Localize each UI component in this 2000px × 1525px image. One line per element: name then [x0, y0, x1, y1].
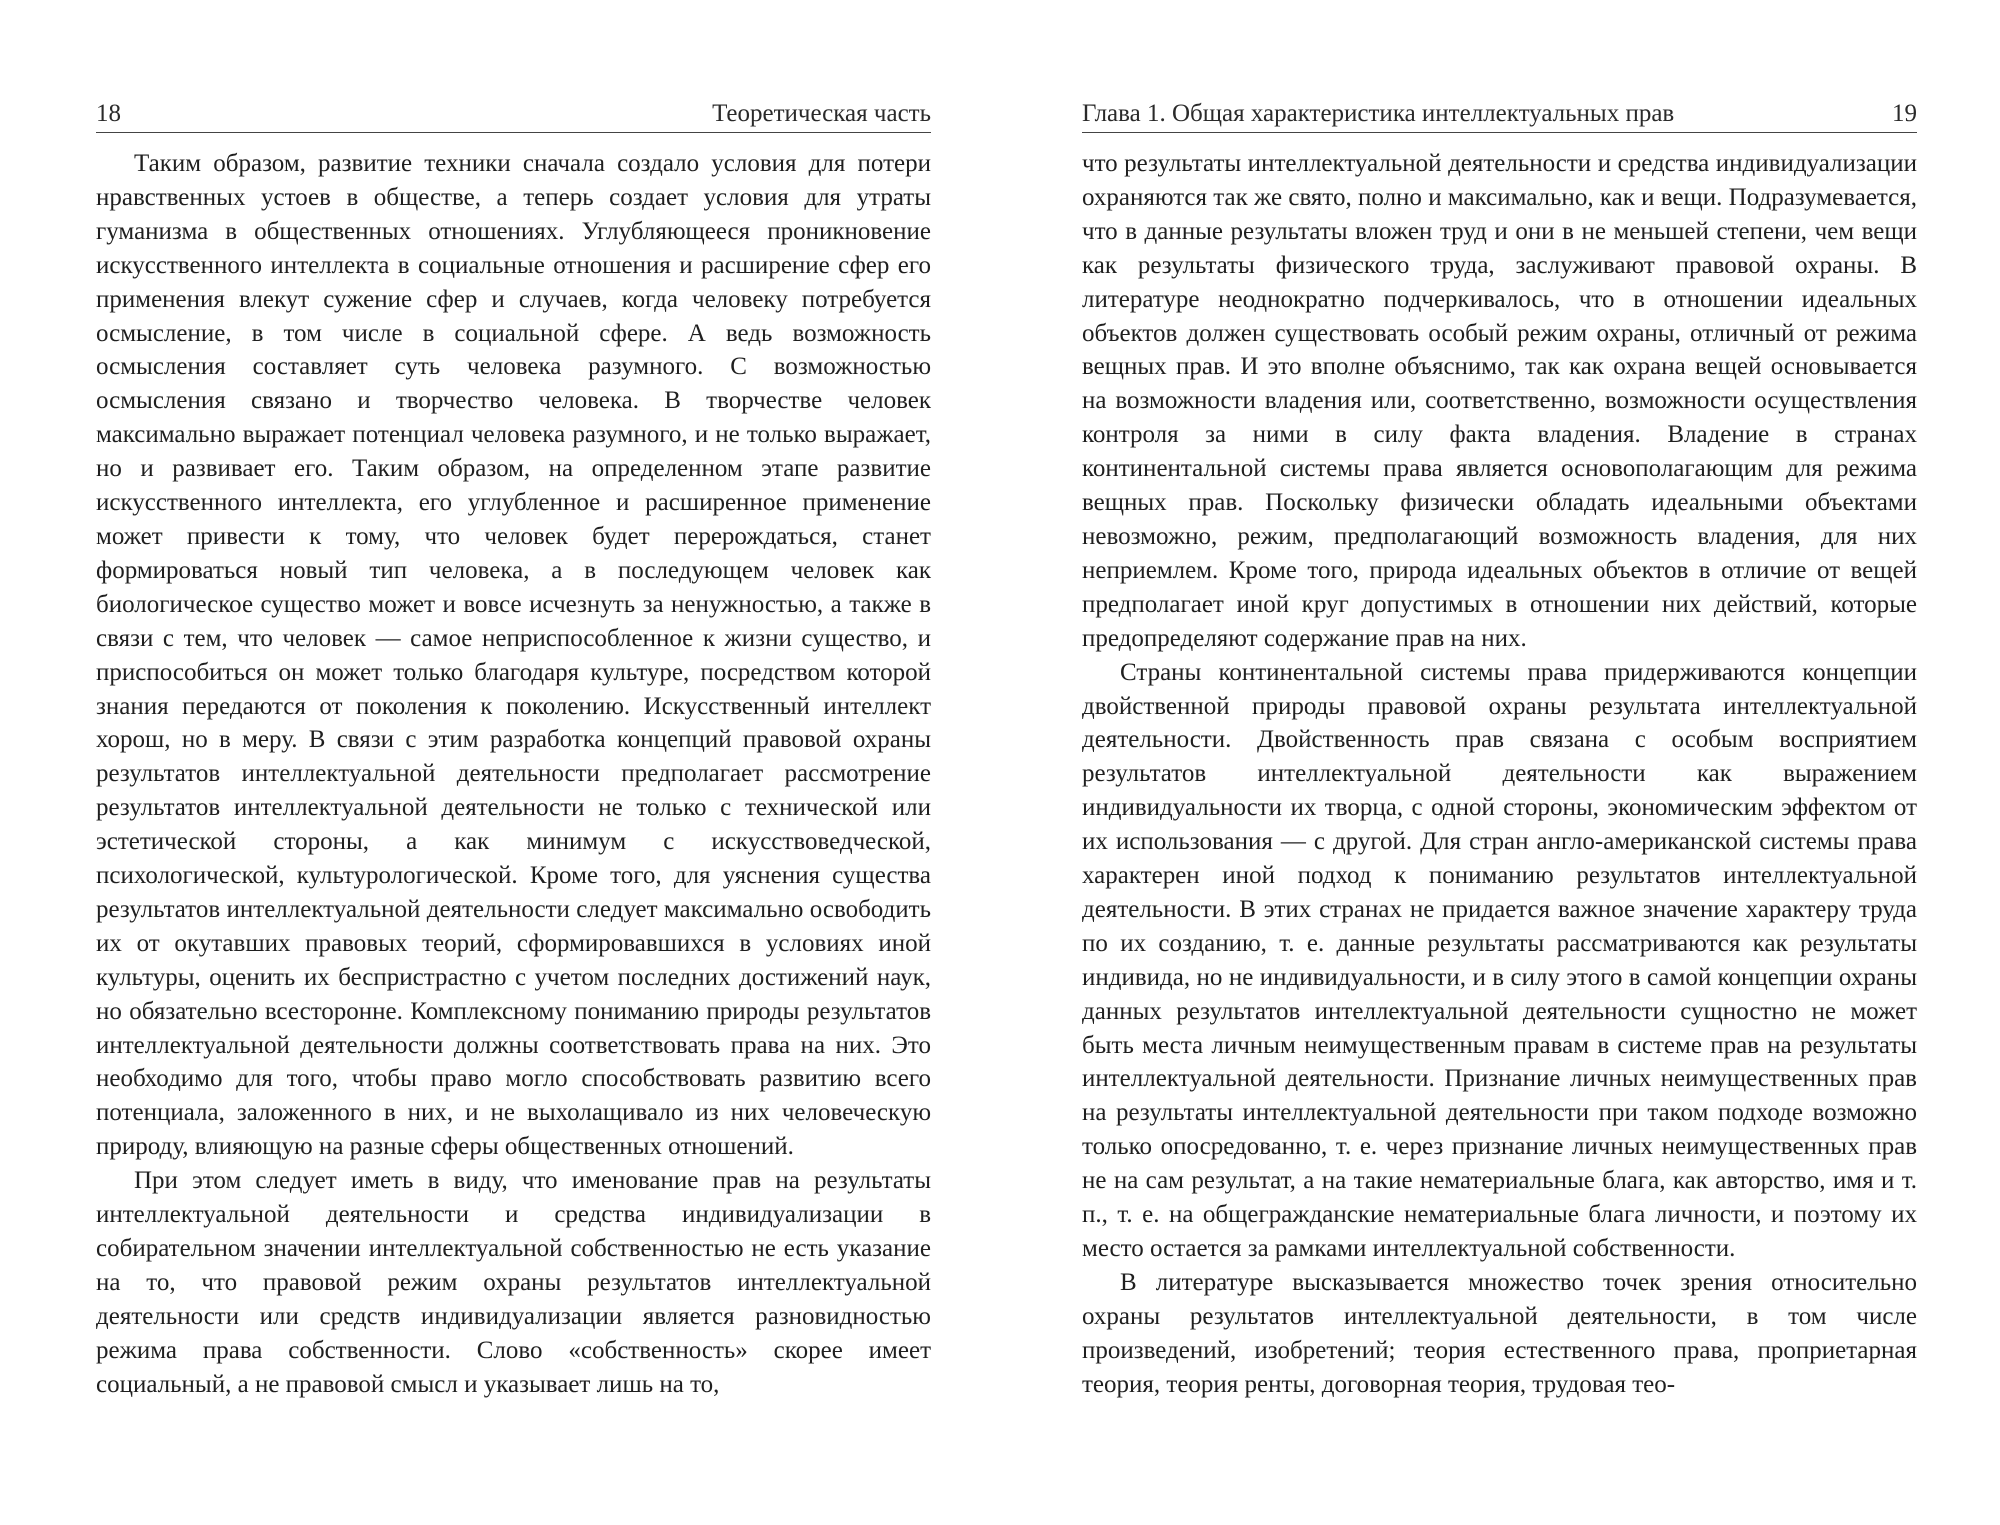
left-paragraph-2: При этом следует иметь в виду, что именование прав на результаты интеллектуальной деятельности и средства индивидуализации в собирательном значении интеллектуальной собственностью не есть указание на то, что правовой режим охраны результатов интеллектуальной деятельности или средств индивидуализации является разновидностью режима права собственности. Слово «собственность» скорее имеет социальный, а не правовой смысл и указывает лишь на то,: [96, 1167, 931, 1398]
right-paragraph-3: В литературе высказывается множество точек зрения относительно охраны результатов интеллектуальной деятельности, в том числе произведений, изобретений; теория естественного права, проприетарная теория, теория ренты, договорная теория, трудовая тео-: [1082, 1268, 1917, 1398]
right-paragraph-2: Страны континентальной системы права придерживаются концепции двойственной природы правовой охраны результата интеллектуальной деятельности. Двойственность прав связана с особым восприятием результатов интеллектуальной деятельности как выражением индивидуальности их творца, с одной стороны, экономическим эффектом от их использования — с другой. Для стран англо-американской системы права характерен иной подход к пониманию результатов интеллектуальной деятельности. В этих странах не придается важное значение характеру труда по их созданию, т. е. данные результаты рассматриваются как результаты индивида, но не индивидуальности, и в силу этого в самой концепции охраны данных результатов интеллектуальной деятельности сущностно не может быть места личным неимущественным правам в системе прав на результаты интеллектуальной деятельности. Признание личных неимущественных прав на результаты интеллектуальной деятельности при таком подходе возможно только опосредованно, т. е. через признание личных неимущественных прав не на сам результат, а на такие нематериальные блага, как авторство, имя и т. п., т. е. на общегражданские нематериальные блага личности, и поэтому их место остается за рамками интеллектуальной собственности.: [1082, 658, 1917, 1262]
right-page-text: [1082, 147, 1917, 1402]
left-running-title: Теоретическая часть: [712, 100, 931, 127]
right-paragraph-1: что результаты интеллектуальной деятельности и средства индивидуализации охраняются так же свято, полно и максимально, как и вещи. Подразумевается, что в данные результаты вложен труд и они в не меньшей степени, чем вещи как результаты физического труда, заслуживают правовой охраны. В литературе неоднократно подчеркивалось, что в отношении идеальных объектов должен существовать особый режим охраны, отличный от режима вещных прав. И это вполне объяснимо, так как охрана вещей основывается на возможности владения или, соответственно, возможности осуществления контроля за ними в силу факта владения. Владение в странах континентальной системы права является основополагающим для режима вещных прав. Поскольку физически обладать идеальными объектами невозможно, режим, предполагающий возможность владения, для них неприемлем. Кроме того, природа идеальных объектов в отличие от вещей предполагает иной круг допустимых в отношении них действий, которые предопределяют содержание прав на них.: [1082, 150, 1917, 652]
left-page-text: [96, 147, 931, 1402]
right-page-number: 19: [1892, 100, 1917, 127]
left-page: [96, 96, 931, 1496]
left-page-number: 18: [96, 100, 121, 127]
right-running-title: Глава 1. Общая характеристика интеллектуальных прав: [1082, 100, 1675, 127]
right-running-head: [1082, 96, 1917, 133]
left-paragraph-1: Таким образом, развитие техники сначала создало условия для потери нравственных устоев в обществе, а теперь создает условия для утраты гуманизма в общественных отношениях. Углубляющееся проникновение искусственного интеллекта в социальные отношения и расширение сфер его применения влекут сужение сфер и случаев, когда человеку потребуется осмысление, в том числе в социальной сфере. А ведь возможность осмысления составляет суть человека разумного. С возможностью осмысления связано и творчество человека. В творчестве человек максимально выражает потенциал человека разумного, и не только выражает, но и развивает его. Таким образом, на определенном этапе развитие искусственного интеллекта, его углубленное и расширенное применение может привести к тому, что человек будет перерождаться, станет формироваться новый тип человека, а в последующем человек как биологическое существо может и вовсе исчезнуть за ненужностью, а также в связи с тем, что человек — самое неприспособленное к жизни существо, и приспособиться он может только благодаря культуре, посредством которой знания передаются от поколения к поколению. Искусственный интеллект хорош, но в меру. В связи с этим разработка концепций правовой охраны результатов интеллектуальной деятельности предполагает рассмотрение результатов интеллектуальной деятельности не только с технической или эстетической стороны, а как минимум с искусствоведческой, психологической, культурологической. Кроме того, для уяснения существа результатов интеллектуальной деятельности следует максимально освободить их от окутавших правовых теорий, сформировавшихся в условиях иной культуры, оценить их беспристрастно с учетом последних достижений наук, но обязательно всесторонне. Комплексному пониманию природы результатов интеллектуальной деятельности должны соответствовать права на них. Это необходимо для того, чтобы право могло способствовать развитию всего потенциала, заложенного в них, и не выхолащивало из них человеческую природу, влияющую на разные сферы общественных отношений.: [96, 150, 931, 1161]
left-running-head: [96, 96, 931, 133]
right-page: [1082, 96, 1917, 1496]
